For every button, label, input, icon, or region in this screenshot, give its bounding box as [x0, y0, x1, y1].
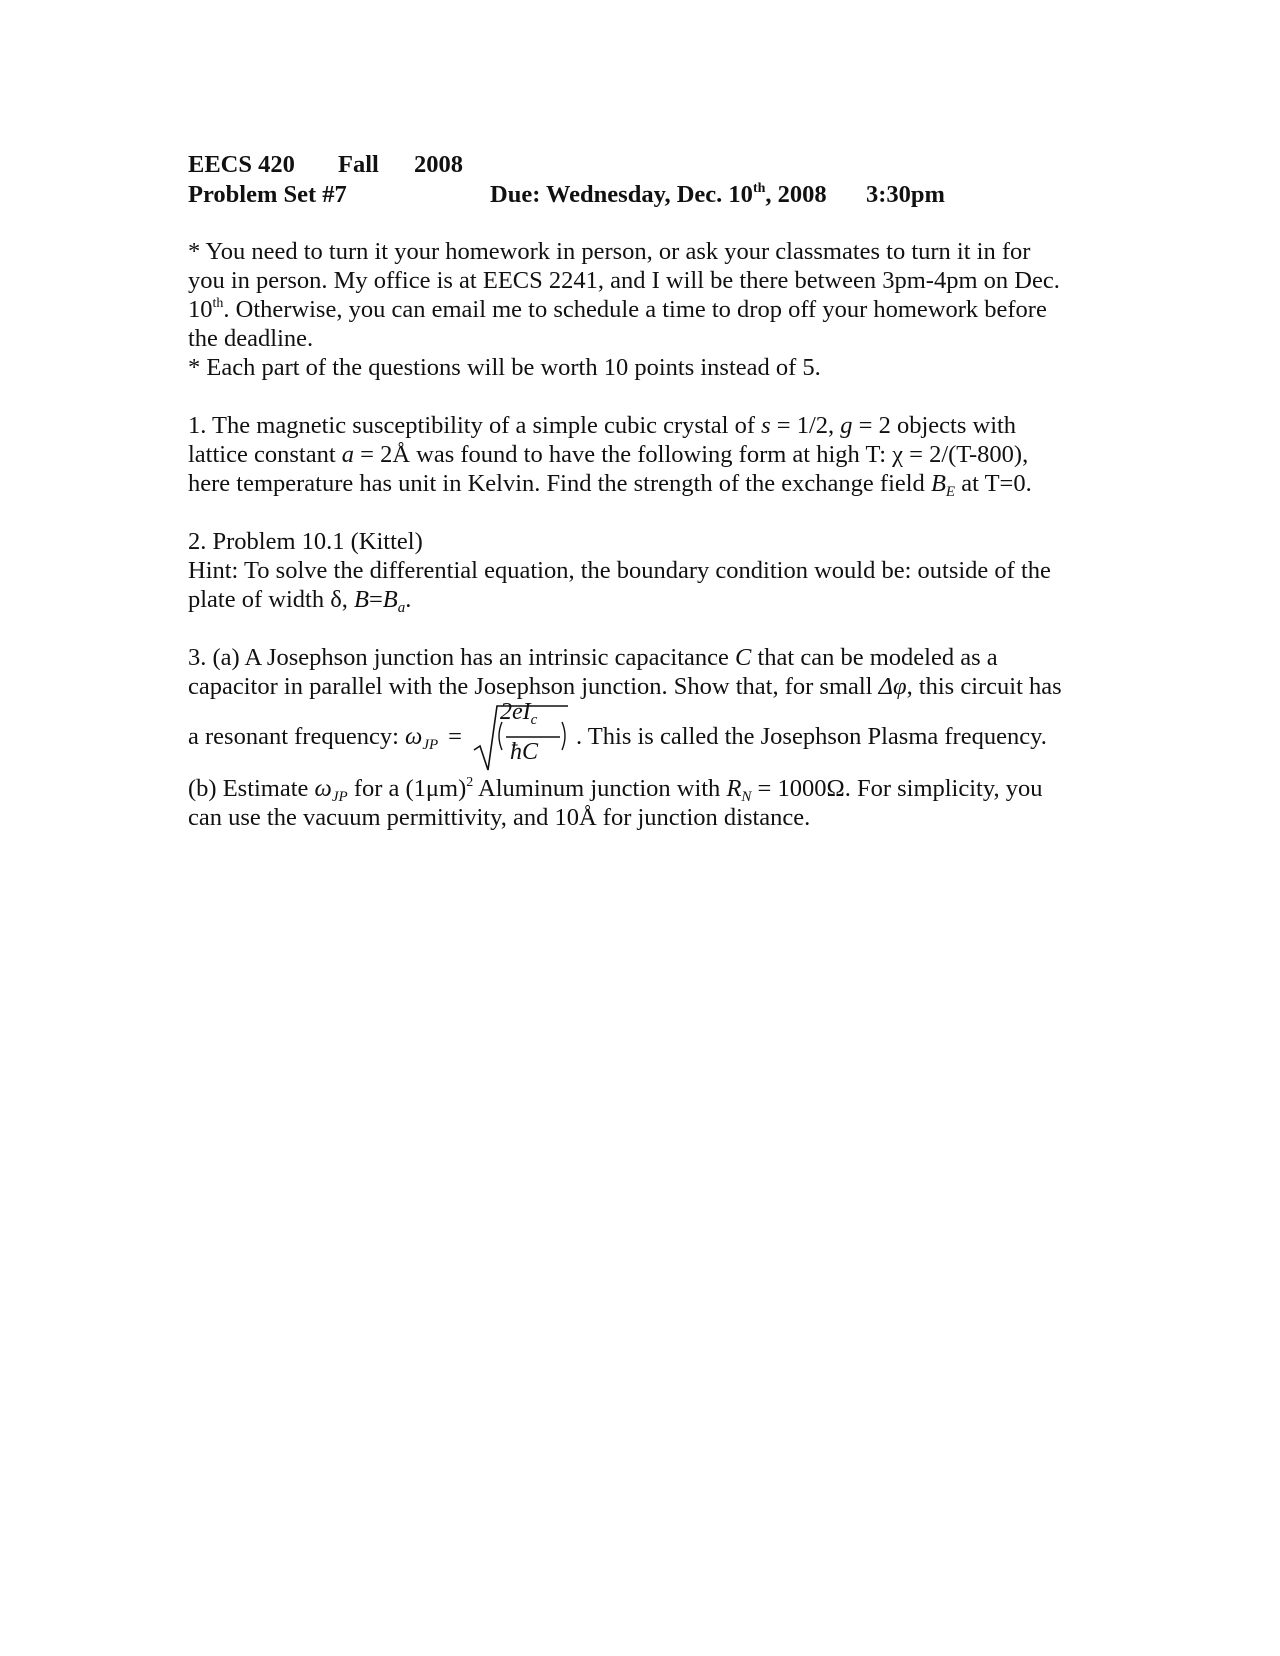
- fraction-numerator: $2eI_c$: [500, 699, 538, 728]
- question-1-line-2: lattice constant a = 2Å was found to have the following form at high T: χ = 2/(T-800),: [188, 441, 1029, 468]
- note-line-4: the deadline.: [188, 325, 314, 352]
- due-date: Due: Wednesday, Dec. 10th, 2008: [490, 181, 827, 208]
- course-code: EECS 420: [188, 151, 295, 178]
- question-1-line-1: 1. The magnetic susceptibility of a simple cubic crystal of s = 1/2, g = 2 objects with: [188, 412, 1017, 439]
- fraction-denominator: ħC: [510, 739, 539, 765]
- question-3-line-4: (b) Estimate $\omega_{JP}$ for a $(1\mu m)^2$ Aluminum junction with $R_N = 1000\Omega$. For simplicity, you: [188, 775, 1043, 805]
- question-2-line-1: 2. Problem 10.1 (Kittel): [188, 528, 423, 555]
- question-3-line-5: can use the vacuum permittivity, and 10Å for junction distance.: [188, 804, 811, 831]
- sqrt-formula: [402, 700, 572, 770]
- question-3-line-2: capacitor in parallel with the Josephson junction. Show that, for small Δφ, this circuit has: [188, 673, 1062, 700]
- question-3-formula-lead: a resonant frequency: $\omega_{JP}$ =: [188, 723, 462, 753]
- note-line-5: * Each part of the questions will be worth 10 points instead of 5.: [188, 354, 821, 381]
- question-3-line-1: 3. (a) A Josephson junction has an intrinsic capacitance C that can be modeled as a: [188, 644, 998, 671]
- question-1-line-3: here temperature has unit in Kelvin. Find the strength of the exchange field $B_E$ at T=0.: [188, 470, 1032, 500]
- year: 2008: [414, 151, 463, 178]
- problem-set-title: Problem Set #7: [188, 181, 347, 208]
- note-line-3: 10th. Otherwise, you can email me to schedule a time to drop off your homework before: [188, 296, 1047, 323]
- note-line-2: you in person. My office is at EECS 2241, and I will be there between 3pm-4pm on Dec.: [188, 267, 1060, 294]
- term: Fall: [338, 151, 379, 178]
- question-2-line-3: plate of width δ, $B=B_a$.: [188, 586, 412, 616]
- question-2-line-2: Hint: To solve the differential equation, the boundary condition would be: outside of the: [188, 557, 1051, 584]
- note-line-1: * You need to turn it your homework in person, or ask your classmates to turn it in for: [188, 238, 1031, 265]
- question-3-formula-tail: . This is called the Josephson Plasma frequency.: [576, 723, 1047, 750]
- due-time: 3:30pm: [866, 181, 945, 208]
